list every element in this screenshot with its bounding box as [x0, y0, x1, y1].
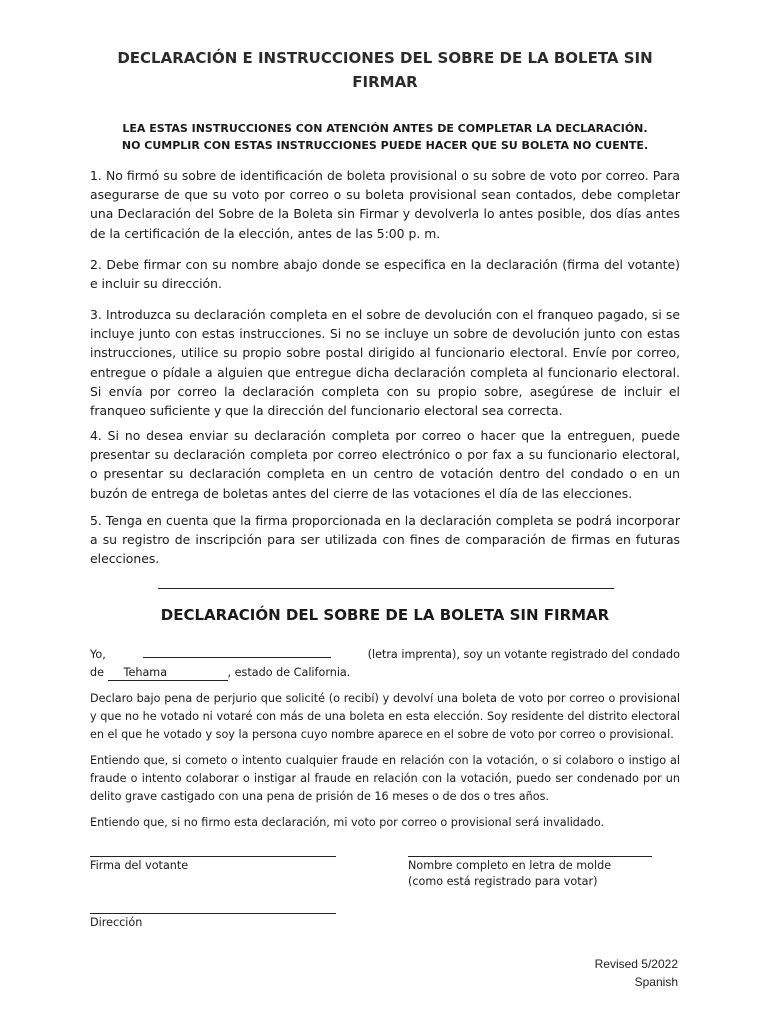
county-line [90, 664, 680, 682]
county-field[interactable]: Tehama [108, 666, 228, 681]
de-prefix: de [90, 666, 104, 679]
full-name-label-line-2: (como está registrado para votar) [408, 875, 598, 888]
section-separator [158, 588, 614, 589]
instruction-1: 1. No firmó su sobre de identificación de boleta provisional o su sobre de voto por correo. Para asegurarse de que su voto por correo o su boleta provisional sean contados, debe completar una Declaración del Sobre de la Boleta sin Firmar y devolverla lo antes posible, dos días antes de la certificación de la elección, antes de las 5:00 p. m. [90, 168, 680, 241]
de-suffix: , estado de California. [227, 666, 351, 679]
revision-date: Revised 5/2022 [594, 957, 678, 971]
address-line[interactable] [90, 913, 336, 914]
full-name-label-line-1: Nombre completo en letra de molde [408, 859, 612, 872]
instruction-3: 3. Introduzca su declaración completa en el sobre de devolución con el franqueo pagado, si se incluye junto con estas instrucciones. Si no se incluye un sobre de devolución junto con estas instrucciones, utilice su propio sobre postal dirigido al funcionario electoral. Envíe por correo, entregue o pídale a alguien que entregue dicha declaración completa al funcionario electoral. Si envía por correo la declaración completa con su propio sobre, asegúrese de incluir el franqueo suficiente y que la dirección del funcionario electoral sea correcta. [90, 307, 680, 419]
full-name-label [408, 858, 611, 890]
language-label: Spanish [634, 975, 678, 989]
revision-footer [595, 955, 678, 991]
name-line [90, 646, 680, 664]
fraud-statement: Entiendo que, si cometo o intento cualquier fraude en relación con la votación, o si colaboro o instigo al fraude o intento colaborar o instigar al fraude en relación con la votación, puedo ser condenado por un delito grave castigado con una pena de prisión de 16 meses o de dos o tres años. [90, 754, 680, 803]
warning-line-1: LEA ESTAS INSTRUCCIONES CON ATENCIÓN ANTES DE COMPLETAR LA DECLARACIÓN. [122, 122, 648, 135]
signature-line[interactable] [90, 856, 336, 857]
warning-block [90, 120, 680, 154]
instruction-2: 2. Debe firmar con su nombre abajo donde se especifica en la declaración (firma del votante) e incluir su dirección. [90, 257, 680, 292]
instruction-5: 5. Tenga en cuenta que la firma proporcionada en la declaración completa se podrá incorporar a su registro de inscripción para ser utilizada con fines de comparación de firmas en futuras elecciones. [90, 513, 680, 567]
printed-name-field[interactable] [143, 646, 331, 658]
name-county-block [90, 646, 680, 682]
yo-prefix: Yo, [90, 648, 106, 661]
yo-suffix: (letra imprenta), soy un votante registrado del condado [367, 648, 680, 661]
declaration-title: DECLARACIÓN DEL SOBRE DE LA BOLETA SIN FIRMAR [160, 606, 610, 624]
address-label: Dirección [90, 916, 143, 929]
signature-label: Firma del votante [90, 859, 189, 872]
invalidation-statement: Entiendo que, si no firmo esta declaración, mi voto por correo o provisional será invalidado. [90, 816, 605, 829]
full-name-line[interactable] [408, 856, 652, 857]
instruction-4: 4. Si no desea enviar su declaración completa por correo o hacer que la entreguen, puede presentar su declaración completa por correo electrónico o por fax a su funcionario electoral, o presentar su declaración completa en un centro de votación dentro del condado o en un buzón de entrega de boletas antes del cierre de las votaciones el día de las elecciones. [90, 428, 680, 501]
document-title: DECLARACIÓN E INSTRUCCIONES DEL SOBRE DE LA BOLETA SIN FIRMAR [117, 49, 653, 91]
perjury-statement: Declaro bajo pena de perjurio que solicité (o recibí) y devolví una boleta de voto por correo o provisional y que no he votado ni votaré con más de una boleta en esta elección. Soy residente del distrito electoral en el que he votado y soy la persona cuyo nombre aparece en el sobre de voto por correo o provisional. [90, 692, 680, 741]
warning-line-2: NO CUMPLIR CON ESTAS INSTRUCCIONES PUEDE HACER QUE SU BOLETA NO CUENTE. [121, 139, 649, 152]
